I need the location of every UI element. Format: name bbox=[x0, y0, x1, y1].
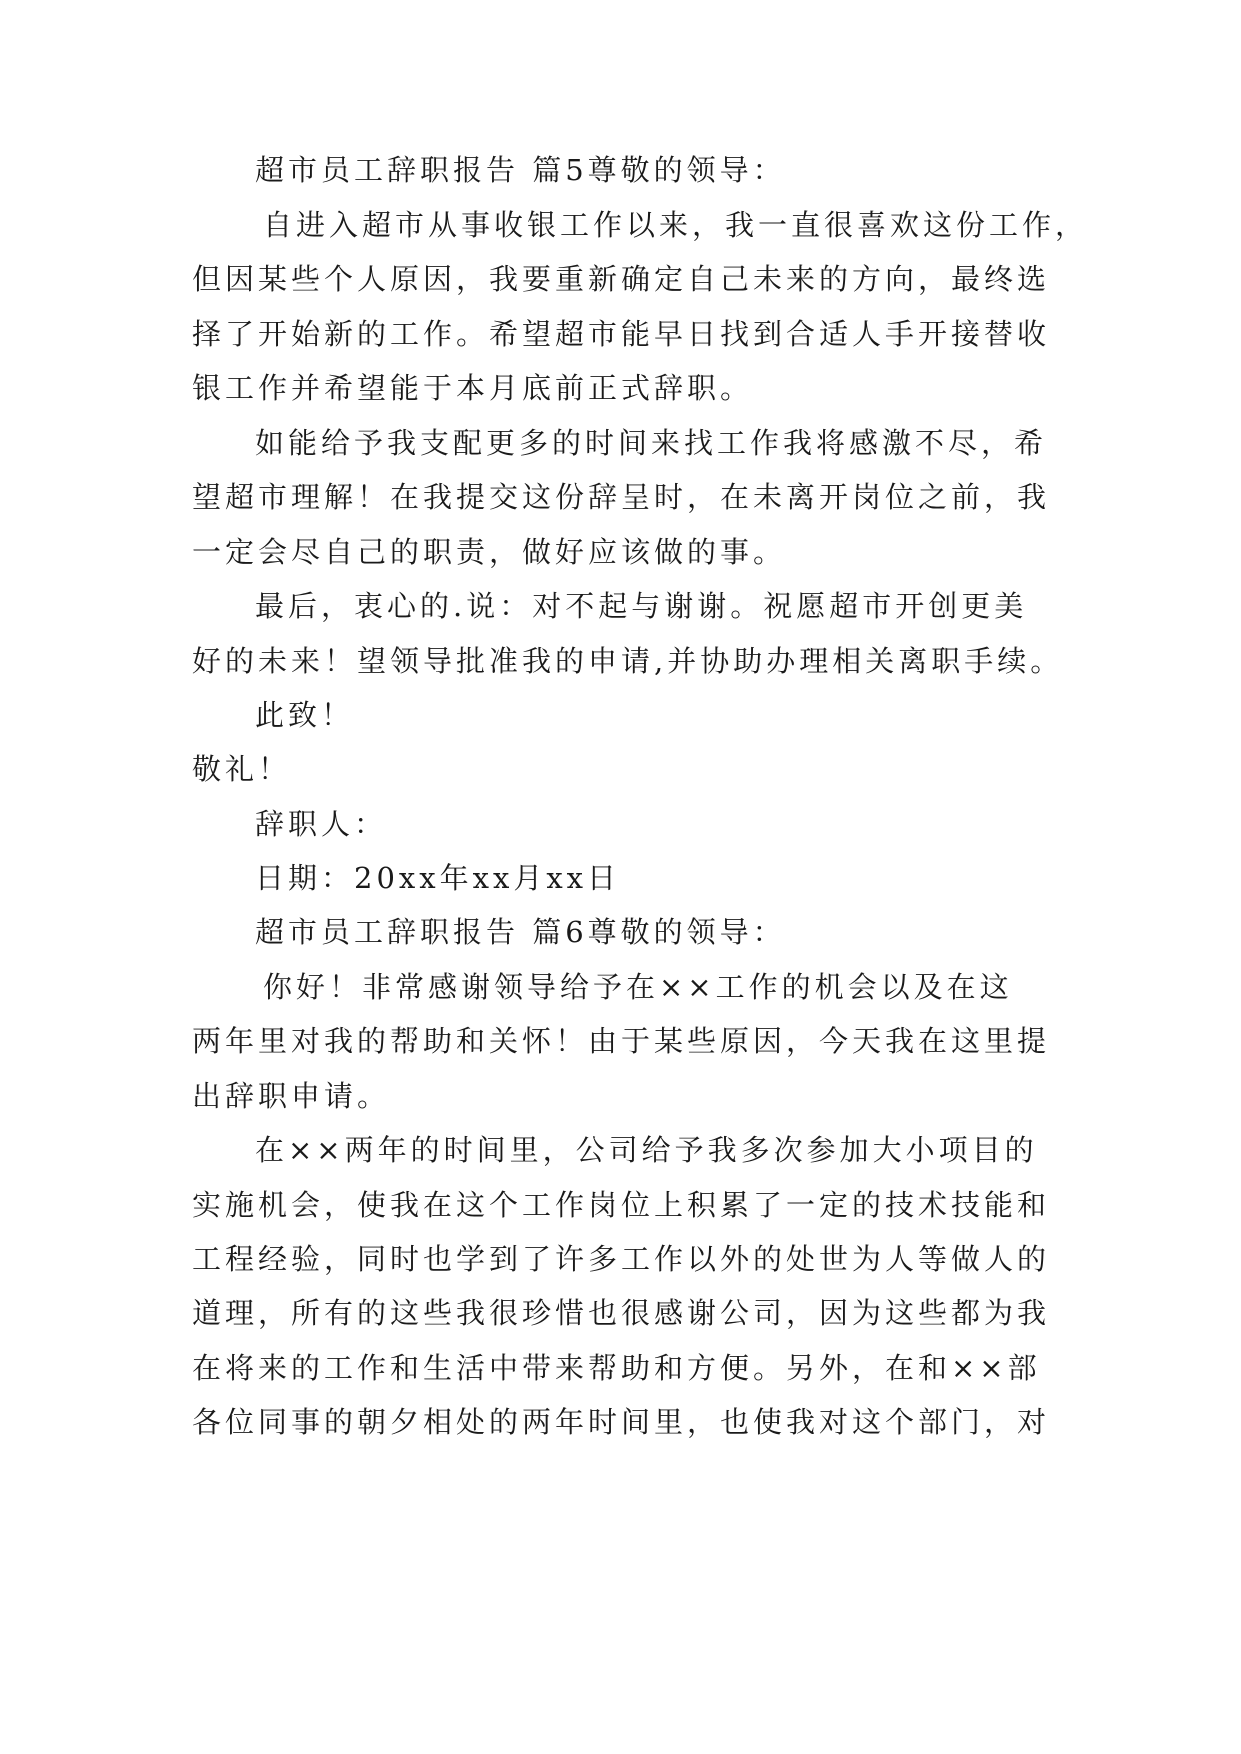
paragraph-line: 两年里对我的帮助和关怀！由于某些原因，今天我在这里提 bbox=[192, 1024, 1051, 1058]
paragraph-line: 你好！非常感谢领导给予在××工作的机会以及在这 bbox=[263, 970, 1013, 1004]
paragraph-line: 工程经验，同时也学到了许多工作以外的处世为人等做人的 bbox=[192, 1242, 1051, 1276]
paragraph-line: 择了开始新的工作。希望超市能早日找到合适人手开接替收 bbox=[192, 317, 1051, 351]
paragraph-line: 在将来的工作和生活中带来帮助和方便。另外，在和××部 bbox=[192, 1351, 1041, 1385]
section-heading-6: 超市员工辞职报告 篇6尊敬的领导： bbox=[255, 915, 786, 949]
paragraph-line: 但因某些个人原因，我要重新确定自己未来的方向，最终选 bbox=[192, 262, 1051, 296]
closing-salutation: 此致！ bbox=[255, 698, 355, 732]
paragraph-line: 在××两年的时间里，公司给予我多次参加大小项目的 bbox=[255, 1133, 1038, 1167]
paragraph-line: 实施机会，使我在这个工作岗位上积累了一定的技术技能和 bbox=[192, 1188, 1051, 1222]
paragraph-line: 最后，衷心的.说：对不起与谢谢。祝愿超市开创更美 bbox=[255, 589, 1028, 623]
paragraph-line: 如能给予我支配更多的时间来找工作我将感激不尽，希 bbox=[255, 426, 1048, 460]
paragraph-line: 道理，所有的这些我很珍惜也很感谢公司，因为这些都为我 bbox=[192, 1296, 1051, 1330]
paragraph-line: 望超市理解！在我提交这份辞呈时，在未离开岗位之前，我 bbox=[192, 480, 1051, 514]
date-line: 日期：20xx年xx月xx日 bbox=[255, 861, 621, 895]
signature-label: 辞职人： bbox=[255, 807, 388, 841]
paragraph-line: 好的未来！望领导批准我的申请,并协助办理相关离职手续。 bbox=[192, 644, 1064, 678]
paragraph-line: 一定会尽自己的职责，做好应该做的事。 bbox=[192, 535, 787, 569]
paragraph-line: 银工作并希望能于本月底前正式辞职。 bbox=[192, 371, 754, 405]
closing-respect: 敬礼！ bbox=[192, 752, 292, 786]
paragraph-line: 各位同事的朝夕相处的两年时间里，也使我对这个部门，对 bbox=[192, 1405, 1051, 1439]
section-heading-5: 超市员工辞职报告 篇5尊敬的领导： bbox=[255, 153, 786, 187]
paragraph-line: 出辞职申请。 bbox=[192, 1079, 391, 1113]
paragraph-line: 自进入超市从事收银工作以来，我一直很喜欢这份工作， bbox=[263, 208, 1089, 242]
